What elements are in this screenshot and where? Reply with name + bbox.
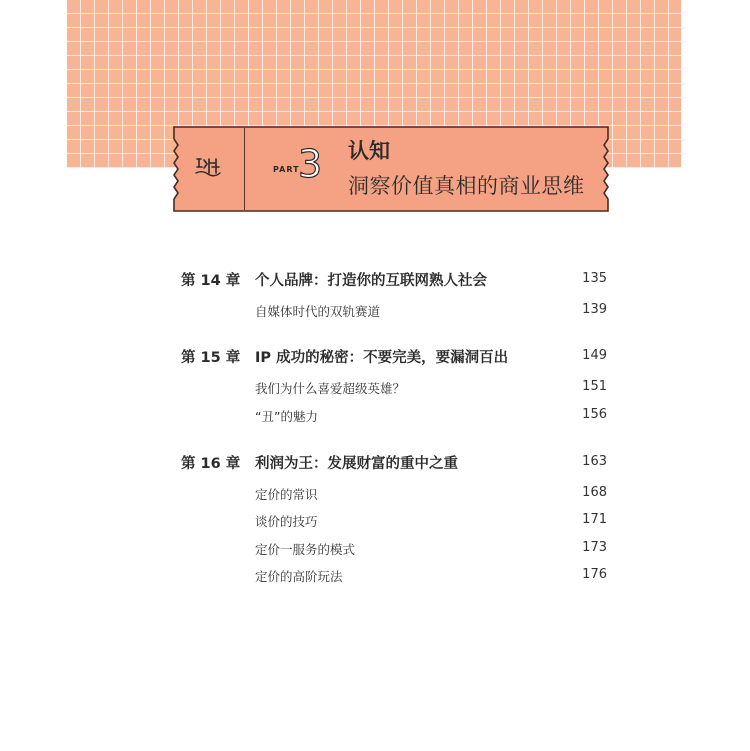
page-number: 139 [582,302,607,317]
chapter-label: 第 16 章 [181,456,241,472]
section-title: 定价一服务的模式 [255,542,356,557]
chapter-title: 利润为王：发展财富的重中之重 [255,456,458,472]
section-title: 定价的高阶玩法 [255,569,343,584]
page-number: 171 [582,512,607,527]
page-number: 176 [582,567,607,582]
toc-section-row[interactable] [0,404,750,426]
section-title: “丑”的魅力 [255,409,318,424]
part-number: 3 [298,142,323,186]
page-number: 168 [582,485,607,500]
toc-section-row[interactable] [0,482,750,504]
page-number: 151 [582,379,607,394]
section-title: 我们为什么喜爱超级英雄？ [255,381,406,396]
page-number: 156 [582,407,607,422]
part-label: PART [273,165,300,174]
banner-divider [244,128,245,210]
chapter-title: IP 成功的秘密：不要完美，要漏洞百出 [255,350,509,366]
brand-logo-icon [194,155,222,177]
toc-chapter-row[interactable] [0,451,750,473]
chapter-label: 第 14 章 [181,273,241,289]
toc-section-row[interactable] [0,509,750,531]
toc-chapter-row[interactable] [0,268,750,290]
chapter-title: 个人品牌：打造你的互联网熟人社会 [255,273,487,289]
toc-section-row[interactable] [0,376,750,398]
page-number: 163 [582,454,607,469]
part-subtitle: 洞察价值真相的商业思维 [348,174,585,198]
chapter-label: 第 15 章 [181,350,241,366]
section-title: 谈价的技巧 [255,514,318,529]
toc-section-row[interactable] [0,299,750,321]
part-title: 认知 [348,139,390,163]
page-number: 173 [582,540,607,555]
section-title: 自媒体时代的双轨赛道 [255,304,381,319]
page-number: 135 [582,271,607,286]
toc-section-row[interactable] [0,537,750,559]
toc-chapter-row[interactable] [0,345,750,367]
toc-section-row[interactable] [0,564,750,586]
section-title: 定价的常识 [255,487,318,502]
page-number: 149 [582,348,607,363]
